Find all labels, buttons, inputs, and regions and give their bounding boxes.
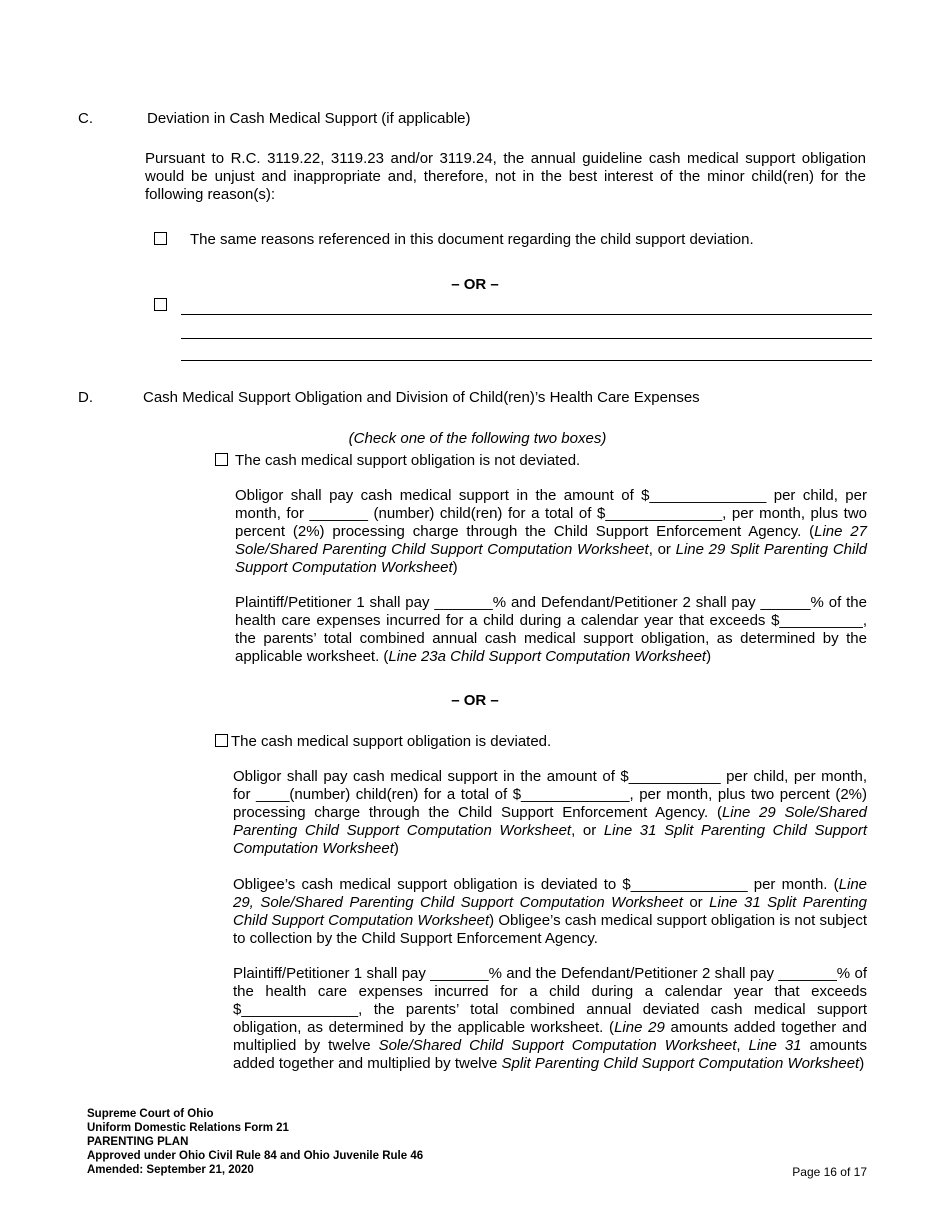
footer-block (87, 1107, 423, 1177)
footer-amended: Amended: September 21, 2020 (87, 1164, 254, 1176)
not-deviated-paragraph-2: Plaintiff/Petitioner 1 shall pay _______% and Defendant/Petitioner 2 shall pay ______% of the health care expenses incurred for a child during a calendar year that exceeds $__________, the parents’ total combined annual cash medical support obligation, as determined by the applicable worksheet. (Line 23a Child Support Computation Worksheet) (235, 594, 867, 665)
footer-approved: Approved under Ohio Civil Rule 84 and Ohio Juvenile Rule 46 (87, 1150, 424, 1162)
not-deviated-paragraph-1: Obligor shall pay cash medical support in the amount of $______________ per child, per month, for _______ (number) child(ren) for a total of $______________, per month, plus two percent (2%) processing charge through the Child Support Enforcement Agency. (Line 27 Sole/Shared Parenting Child Support Computation Worksheet, or Line 29 Split Parenting Child Support Computation Worksheet) (235, 487, 867, 576)
section-d-letter: D. (78, 389, 93, 406)
footer-court: Supreme Court of Ohio (87, 1108, 214, 1120)
other-reason-checkbox[interactable] (154, 298, 167, 311)
other-reason-line-1[interactable] (181, 314, 872, 315)
page-number: Page 16 of 17 (792, 1165, 867, 1179)
deviated-paragraph-2: Obligee’s cash medical support obligation is deviated to $______________ per month. (Line 29, Sole/Shared Parenting Child Support Computation Worksheet or Line 31 Split Parenting Child Support Computation Worksheet) Obligee’s cash medical support obligation is not subject to collection by the Child Support Enforcement Agency. (233, 876, 867, 947)
not-deviated-checkbox[interactable] (215, 453, 228, 466)
section-c-intro: Pursuant to R.C. 3119.22, 3119.23 and/or 3119.24, the annual guideline cash medical support obligation would be unjust and inappropriate and, therefore, not in the best interest of the minor child(ren) for the following reason(s): (145, 150, 866, 203)
other-reason-line-2[interactable] (181, 338, 872, 339)
deviated-label: The cash medical support obligation is deviated. (231, 733, 552, 750)
check-instruction: (Check one of the following two boxes) (348, 430, 607, 447)
footer-form: Uniform Domestic Relations Form 21 (87, 1122, 289, 1134)
section-d-heading: Cash Medical Support Obligation and Division of Child(ren)’s Health Care Expenses (143, 389, 700, 406)
deviated-checkbox[interactable] (215, 734, 228, 747)
section-c-letter: C. (78, 110, 93, 127)
same-reasons-label: The same reasons referenced in this document regarding the child support deviation. (190, 231, 754, 248)
deviated-paragraph-3: Plaintiff/Petitioner 1 shall pay _______% and the Defendant/Petitioner 2 shall pay _______% of the health care expenses incurred for a child during a calendar year that exceeds $______________, the parents’ total combined annual deviated cash medical support obligation, as determined by the applicable worksheet. (Line 29 amounts added together and multiplied by twelve Sole/Shared Child Support Computation Worksheet, Line 31 amounts added together and multiplied by twelve Split Parenting Child Support Computation Worksheet) (233, 965, 868, 1072)
deviated-paragraph-1: Obligor shall pay cash medical support in the amount of $___________ per child, per month, for ____(number) child(ren) for a total of $_____________, per month, plus two percent (2%) processing charge through the Child Support Enforcement Agency. (Line 29 Sole/Shared Parenting Child Support Computation Worksheet, or Line 31 Split Parenting Child Support Computation Worksheet) (233, 768, 868, 857)
section-d-or: – OR – (451, 692, 499, 709)
section-c-heading: Deviation in Cash Medical Support (if applicable) (147, 110, 471, 127)
section-c-or: – OR – (451, 276, 499, 293)
same-reasons-checkbox[interactable] (154, 232, 167, 245)
not-deviated-label: The cash medical support obligation is not deviated. (235, 452, 581, 469)
other-reason-line-3[interactable] (181, 360, 872, 361)
footer-plan: PARENTING PLAN (87, 1136, 189, 1148)
